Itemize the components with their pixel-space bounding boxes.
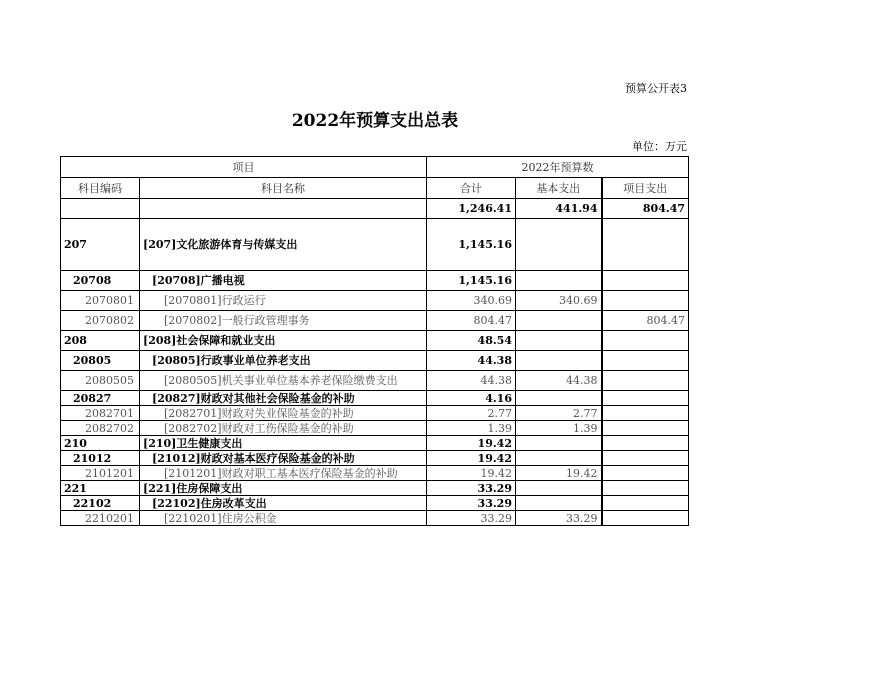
cell-basic <box>516 311 602 331</box>
cell-project <box>602 351 689 371</box>
table-row <box>61 421 689 436</box>
cell-name: [221]住房保障支出 <box>140 481 427 496</box>
cell-total: 33.29 <box>427 481 516 496</box>
table-row <box>61 351 689 371</box>
cell-project <box>602 466 689 481</box>
cell-basic <box>516 451 602 466</box>
table-row <box>61 466 689 481</box>
cell-code: 21012 <box>61 451 140 466</box>
table-row <box>61 511 689 526</box>
budget-table <box>60 156 689 526</box>
form-number: 预算公开表3 <box>625 82 687 95</box>
cell-project <box>602 436 689 451</box>
cell-name: [210]卫生健康支出 <box>140 436 427 451</box>
totals-row <box>61 199 689 219</box>
header-project: 项目支出 <box>602 178 689 199</box>
header-basic: 基本支出 <box>516 178 602 199</box>
header-item: 项目 <box>61 157 427 178</box>
cell-name: [22102]住房改革支出 <box>140 496 427 511</box>
cell-name: [207]文化旅游体育与传媒支出 <box>140 219 427 271</box>
cell-project <box>602 331 689 351</box>
cell-total: 4.16 <box>427 391 516 406</box>
table-row <box>61 481 689 496</box>
cell-code: 20708 <box>61 271 140 291</box>
header-code: 科目编码 <box>61 178 140 199</box>
cell-total: 19.42 <box>427 466 516 481</box>
cell-name: [2210201]住房公积金 <box>140 511 427 526</box>
cell-basic <box>516 351 602 371</box>
cell-total: 48.54 <box>427 331 516 351</box>
cell-basic <box>516 391 602 406</box>
cell-basic <box>516 496 602 511</box>
header-name: 科目名称 <box>140 178 427 199</box>
cell-name: [208]社会保障和就业支出 <box>140 331 427 351</box>
cell-code: 2070802 <box>61 311 140 331</box>
cell-basic: 44.38 <box>516 371 602 391</box>
cell-name: [2082702]财政对工伤保险基金的补助 <box>140 421 427 436</box>
cell-name: [2101201]财政对职工基本医疗保险基金的补助 <box>140 466 427 481</box>
cell-name: [21012]财政对基本医疗保险基金的补助 <box>140 451 427 466</box>
cell-project <box>602 496 689 511</box>
table-row <box>61 436 689 451</box>
cell-basic: 33.29 <box>516 511 602 526</box>
unit-label: 单位：万元 <box>632 140 687 153</box>
cell-project <box>602 511 689 526</box>
page-title: 2022年预算支出总表 <box>291 111 459 131</box>
cell-project <box>602 406 689 421</box>
cell-total: 1,145.16 <box>427 271 516 291</box>
table-row <box>61 311 689 331</box>
header-budget-group: 2022年预算数 <box>427 157 689 178</box>
cell-total: 33.29 <box>427 496 516 511</box>
cell-total: 33.29 <box>427 511 516 526</box>
cell-project: 804.47 <box>602 311 689 331</box>
table-row <box>61 371 689 391</box>
cell-code: 2080505 <box>61 371 140 391</box>
cell-code: 20805 <box>61 351 140 371</box>
cell-code: 208 <box>61 331 140 351</box>
cell-name: [2070801]行政运行 <box>140 291 427 311</box>
table-row <box>61 391 689 406</box>
header-row-group <box>61 157 689 178</box>
cell-basic <box>516 219 602 271</box>
cell-basic <box>516 436 602 451</box>
cell-total: 44.38 <box>427 351 516 371</box>
cell-code: 221 <box>61 481 140 496</box>
table-row <box>61 451 689 466</box>
table-row <box>61 496 689 511</box>
totals-name <box>140 199 427 219</box>
cell-name: [20708]广播电视 <box>140 271 427 291</box>
table-row <box>61 331 689 351</box>
totals-code <box>61 199 140 219</box>
cell-basic: 1.39 <box>516 421 602 436</box>
table-row <box>61 291 689 311</box>
cell-name: [20805]行政事业单位养老支出 <box>140 351 427 371</box>
cell-name: [2070802]一般行政管理事务 <box>140 311 427 331</box>
cell-name: [2080505]机关事业单位基本养老保险缴费支出 <box>140 371 427 391</box>
cell-code: 2082702 <box>61 421 140 436</box>
cell-code: 22102 <box>61 496 140 511</box>
cell-project <box>602 219 689 271</box>
cell-total: 1.39 <box>427 421 516 436</box>
cell-project <box>602 421 689 436</box>
header-row-columns <box>61 178 689 199</box>
cell-project <box>602 371 689 391</box>
cell-code: 2082701 <box>61 406 140 421</box>
cell-total: 19.42 <box>427 436 516 451</box>
cell-basic <box>516 271 602 291</box>
table-row <box>61 271 689 291</box>
cell-basic: 340.69 <box>516 291 602 311</box>
cell-project <box>602 271 689 291</box>
totals-project: 804.47 <box>602 199 689 219</box>
cell-code: 210 <box>61 436 140 451</box>
cell-basic <box>516 331 602 351</box>
totals-basic: 441.94 <box>516 199 602 219</box>
cell-total: 804.47 <box>427 311 516 331</box>
cell-basic: 19.42 <box>516 466 602 481</box>
cell-code: 2210201 <box>61 511 140 526</box>
cell-code: 2070801 <box>61 291 140 311</box>
totals-total: 1,246.41 <box>427 199 516 219</box>
table-row <box>61 406 689 421</box>
table-row <box>61 219 689 271</box>
cell-code: 207 <box>61 219 140 271</box>
cell-code: 2101201 <box>61 466 140 481</box>
cell-basic <box>516 481 602 496</box>
cell-project <box>602 481 689 496</box>
cell-project <box>602 391 689 406</box>
header-total: 合计 <box>427 178 516 199</box>
cell-project <box>602 451 689 466</box>
cell-name: [20827]财政对其他社会保险基金的补助 <box>140 391 427 406</box>
cell-total: 19.42 <box>427 451 516 466</box>
cell-total: 2.77 <box>427 406 516 421</box>
cell-total: 340.69 <box>427 291 516 311</box>
cell-basic: 2.77 <box>516 406 602 421</box>
cell-name: [2082701]财政对失业保险基金的补助 <box>140 406 427 421</box>
cell-total: 44.38 <box>427 371 516 391</box>
cell-total: 1,145.16 <box>427 219 516 271</box>
cell-project <box>602 291 689 311</box>
cell-code: 20827 <box>61 391 140 406</box>
